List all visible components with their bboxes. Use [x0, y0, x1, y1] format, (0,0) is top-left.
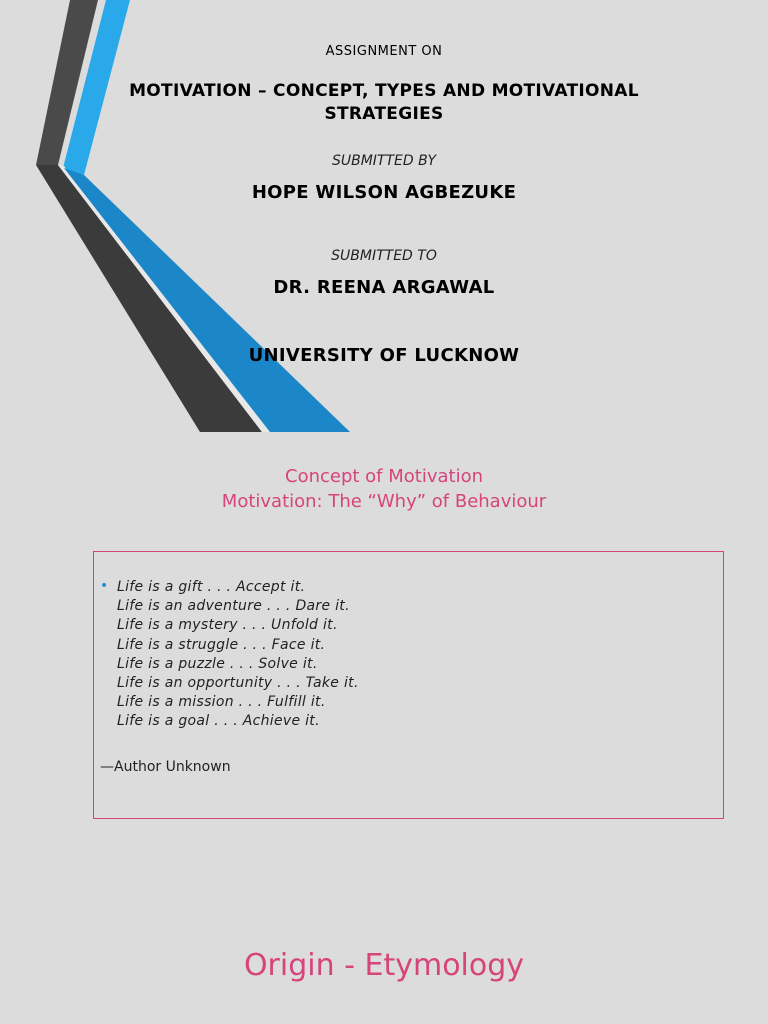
quote-line: Life is a goal . . . Achieve it.: [117, 713, 320, 730]
origin-heading: Origin - Etymology: [243, 948, 525, 983]
quote-lines: [117, 578, 359, 732]
decorative-stripes: [0, 0, 360, 440]
quote-line: Life is an opportunity . . . Take it.: [117, 675, 359, 692]
university-name: UNIVERSITY OF LUCKNOW: [248, 345, 520, 366]
submitted-to-label: SUBMITTED TO: [331, 248, 437, 264]
author-name: HOPE WILSON AGBEZUKE: [251, 182, 517, 203]
title-line-1: MOTIVATION – CONCEPT, TYPES AND MOTIVATIONAL: [129, 81, 639, 101]
quote-line: Life is a mission . . . Fulfill it.: [117, 694, 326, 711]
quote-line: Life is a gift . . . Accept it.: [117, 579, 306, 595]
quote-attribution: —Author Unknown: [100, 759, 231, 775]
section-heading-line-1: Concept of Motivation: [285, 466, 483, 487]
dark-stripe-lower: [36, 165, 262, 432]
recipient-name: DR. REENA ARGAWAL: [273, 277, 495, 298]
section-heading-line-2: Motivation: The “Why” of Behaviour: [221, 491, 547, 512]
assignment-label: ASSIGNMENT ON: [325, 44, 443, 59]
quote-line: Life is a struggle . . . Face it.: [117, 636, 326, 653]
submitted-by-label: SUBMITTED BY: [331, 153, 437, 169]
bullet-icon: •: [100, 578, 109, 594]
quote-box: [93, 551, 724, 819]
quote-line: Life is a mystery . . . Unfold it.: [117, 617, 338, 634]
white-stripe-gap: [58, 165, 270, 432]
quote-line: Life is a puzzle . . . Solve it.: [117, 655, 318, 672]
title-line-2: STRATEGIES: [324, 104, 444, 124]
quote-line: Life is an adventure . . . Dare it.: [117, 598, 350, 615]
